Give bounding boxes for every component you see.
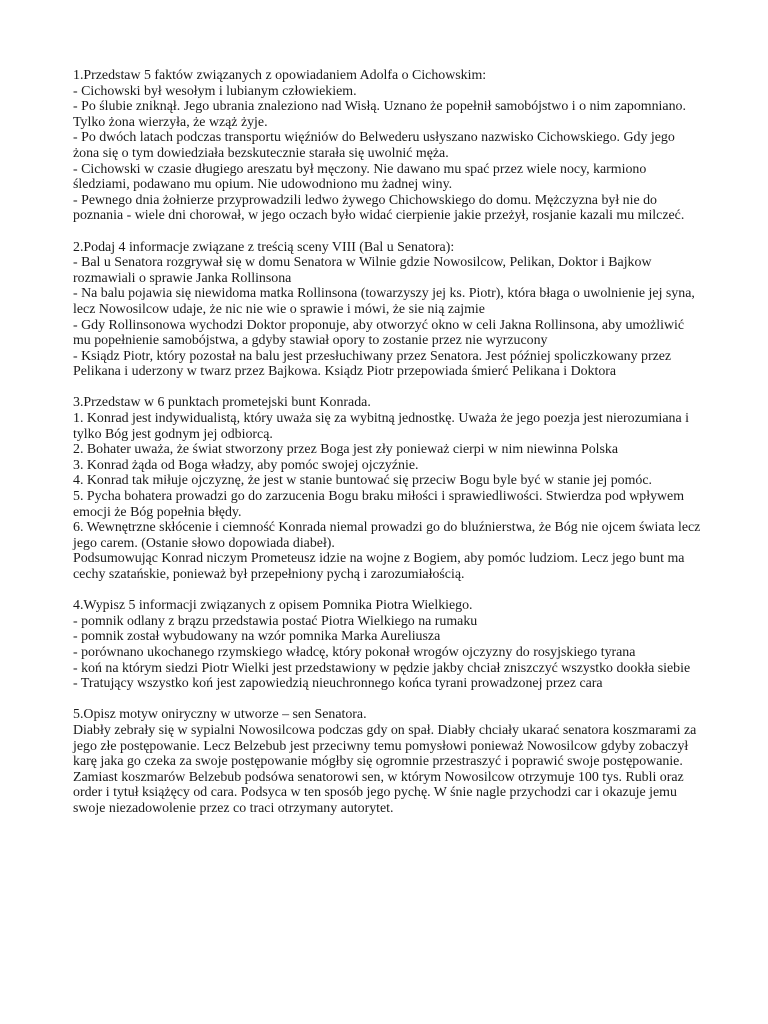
- list-item: - Pewnego dnia żołnierze przyprowadzili ledwo żywego Chichowskiego do domu. Mężczyzna był nie do poznania - wiele dni chorował, w jego oczach było widać cierpienie jakie przeżył, rosjanie kazali mu milczeć.: [73, 192, 685, 224]
- list-item: - pomnik odlany z brązu przedstawia postać Piotra Wielkiego na rumaku: [73, 613, 478, 629]
- section-1: [73, 68, 701, 224]
- list-item: - porównano ukochanego rzymskiego władcę, który pokonał wrogów ojczyzny do rosyjskiego tyrana: [73, 644, 636, 660]
- section-heading: 2.Podaj 4 informacje związane z treścią sceny VIII (Bal u Senatora):: [73, 239, 455, 255]
- section-heading: 3.Przedstaw w 6 punktach prometejski bunt Konrada.: [73, 395, 371, 411]
- section-heading: 1.Przedstaw 5 faktów związanych z opowiadaniem Adolfa o Cichowskim:: [73, 68, 487, 83]
- list-item: - Ksiądz Piotr, który pozostał na balu jest przesłuchiwany przez Senatora. Jest później spoliczkowany przez Pelikana i uderzony w twarz przez Bajkowa. Ksiądz Piotr przepowiada śmierć Pelikana i Doktora: [73, 348, 672, 380]
- list-item: - koń na którym siedzi Piotr Wielki jest przedstawiony w pędzie jakby chciał zniszczyć wszystko dookła siebie: [73, 660, 691, 676]
- list-item: - Po ślubie zniknął. Jego ubrania znaleziono nad Wisłą. Uznano że popełnił samobójstwo i o nim zapomniano. Tylko żona wierzyła, że wząż żyje.: [73, 99, 686, 130]
- section-4: [73, 598, 701, 692]
- document-page: [73, 68, 701, 832]
- list-item: 2. Bohater uważa, że świat stworzony przez Boga jest zły ponieważ cierpi w nim niewinna Polska: [73, 442, 619, 458]
- list-item: - Gdy Rollinsonowa wychodzi Doktor proponuje, aby otworzyć okno w celi Jakna Rollinsona, aby umożliwić mu popełnienie samobójstwa, a gdyby stawiał opory to zostanie przez nie wyrzucony: [73, 317, 685, 349]
- list-item: - Cichowski był wesołym i lubianym człowiekiem.: [73, 83, 357, 99]
- list-item: - pomnik został wybudowany na wzór pomnika Marka Aureliusza: [73, 629, 441, 645]
- list-item: 1. Konrad jest indywidualistą, który uważa się za wybitną jednostkę. Uważa że jego poezja jest nierozumiana i tylko Bóg jest godnym jej odbiorcą.: [73, 411, 689, 442]
- section-heading: 5.Opisz motyw oniryczny w utworze – sen Senatora.: [73, 707, 367, 723]
- list-item: - Bal u Senatora rozgrywał się w domu Senatora w Wilnie gdzie Nowosilcow, Pelikan, Doktor i Bajkow rozmawiali o sprawie Janka Rollinsona: [73, 255, 652, 286]
- section-2: [73, 240, 701, 380]
- list-item: 5. Pycha bohatera prowadzi go do zarzucenia Bogu braku miłości i sprawiedliwości. Stwierdza pod wpływem emocji że Bóg popełnia błędy.: [73, 489, 685, 520]
- section-3: [73, 395, 701, 582]
- summary-paragraph: Podsumowując Konrad niczym Prometeusz idzie na wojne z Bogiem, aby pomóc ludziom. Lecz jego bunt ma cechy szatańskie, ponieważ był przepełniony pychą i zarozumiałością.: [73, 551, 685, 582]
- section-heading: 4.Wypisz 5 informacji związanych z opisem Pomnika Piotra Wielkiego.: [73, 598, 473, 614]
- list-item: 4. Konrad tak miłuje ojczyznę, że jest w stanie buntować się przeciw Bogu byle być w stanie jej pomóc.: [73, 473, 652, 489]
- body-paragraph: Diabły zebrały się w sypialni Nowosilcowa podczas gdy on spał. Diabły chciały ukarać senatora koszmarami za jego złe postępowanie. Lecz Belzebub jest przeciwny temu pomysłowi ponieważ Nowosilcow gdyby zobaczył karę jaka go czeka za swoje postępowanie mógłby się ogromnie przestraszyć i poprawić swoje postępowanie. Zamiast koszmarów Belzebub podsówa senatorowi sen, w którym Nowosilcow otrzymuje 100 tys. Rubli oraz order i tytuł książęcy od cara. Podsyca w ten sposób jego pychę. W śnie nagle przychodzi car i okazuje jemu swoje niezadowolenie przez co traci otrzymany autorytet.: [73, 722, 697, 816]
- list-item: 3. Konrad żąda od Boga władzy, aby pomóc swojej ojczyźnie.: [73, 457, 419, 473]
- section-5: [73, 707, 701, 816]
- list-item: 6. Wewnętrzne skłócenie i ciemność Konrada niemal prowadzi go do bluźnierstwa, że Bóg nie ojcem świata lecz jego carem. (Ostanie słowo dopowiada diabeł).: [73, 520, 701, 551]
- list-item: - Tratujący wszystko koń jest zapowiedzią nieuchronnego końca tyrani prowadzonej przez cara: [73, 676, 603, 692]
- list-item: - Cichowski w czasie długiego areszatu był męczony. Nie dawano mu spać przez wiele nocy, karmiono śledziami, podawano mu opium. Nie udowodniono mu żadnej winy.: [73, 161, 647, 193]
- list-item: - Po dwóch latach podczas transportu więźniów do Belwederu usłyszano nazwisko Cichowskiego. Gdy jego żona się o tym dowiedziała bezskutecznie starała się uwolnić męża.: [73, 130, 675, 161]
- list-item: - Na balu pojawia się niewidoma matka Rollinsona (towarzyszy jej ks. Piotr), która błaga o uwolnienie jej syna, lecz Nowosilcow udaje, że nic nie wie o sprawie i mówi, że sie nią zajmie: [73, 286, 695, 317]
